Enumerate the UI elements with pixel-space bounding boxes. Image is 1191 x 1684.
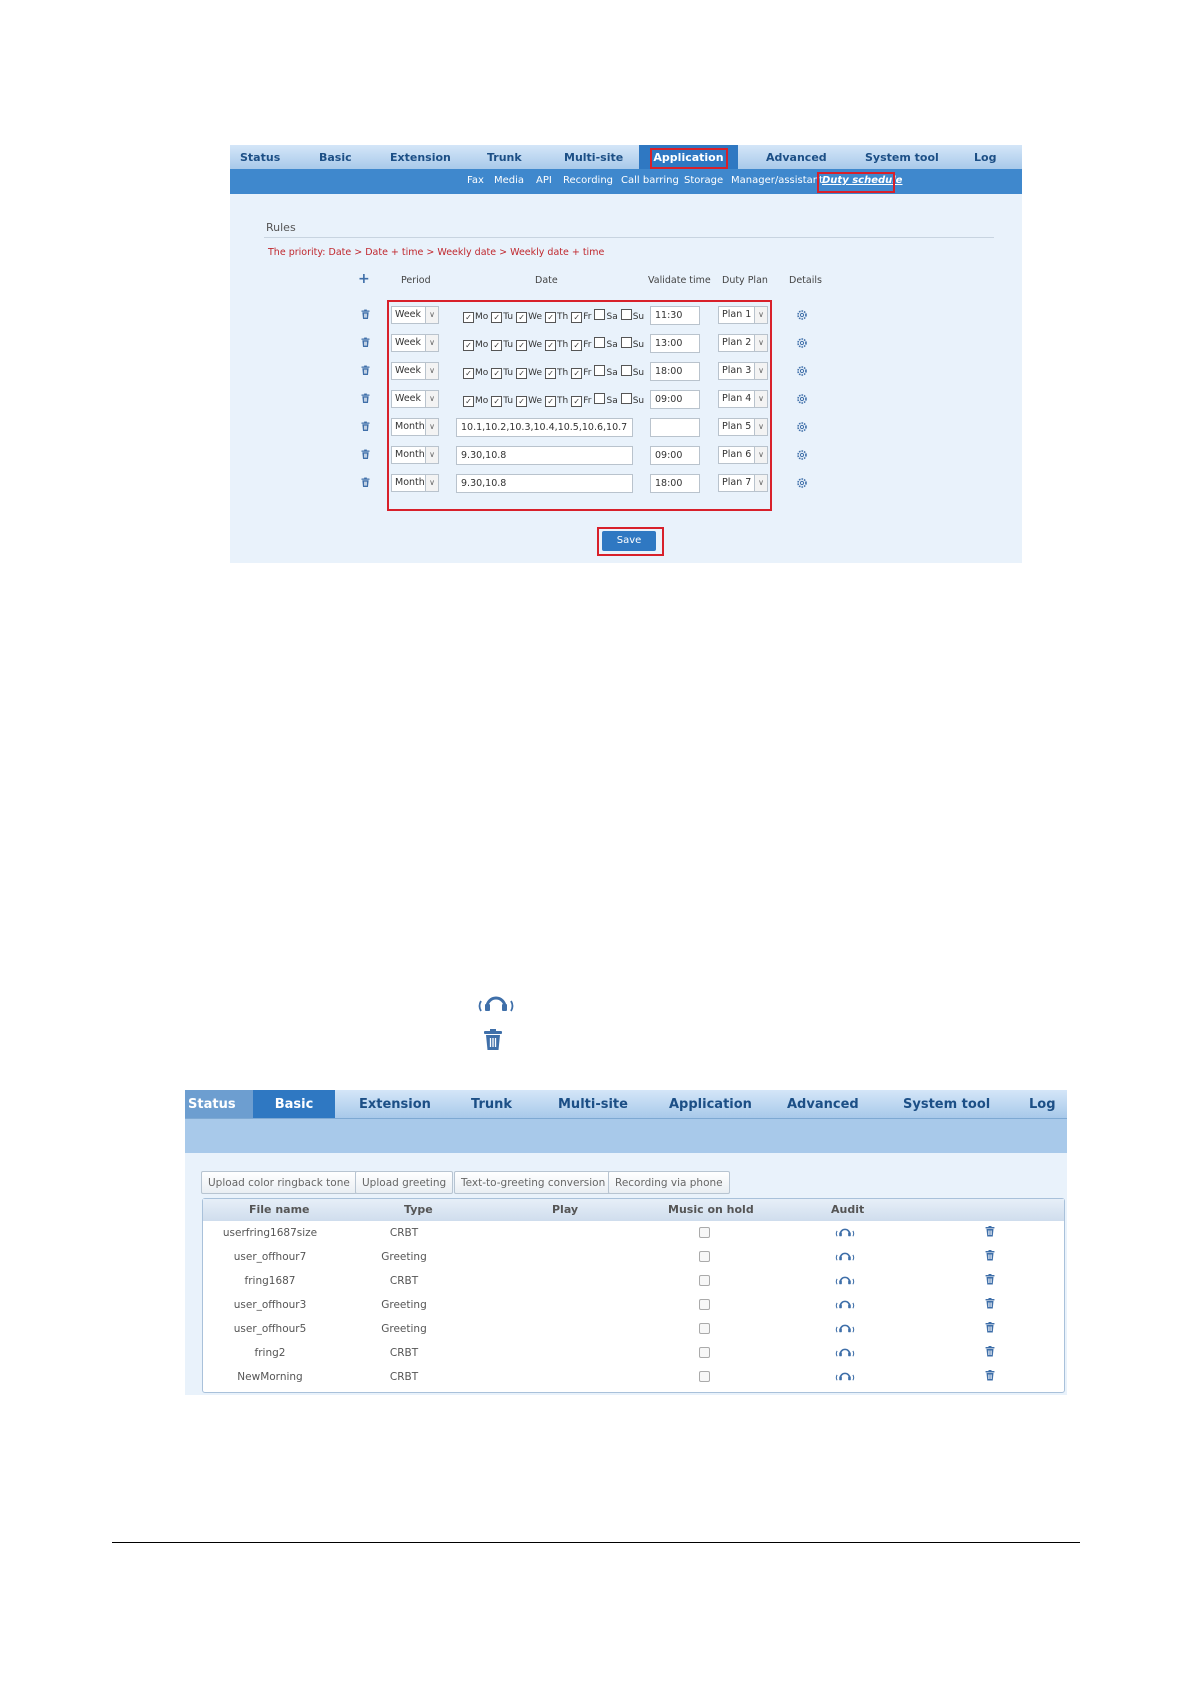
day-checkbox[interactable]: ✓ [545,368,556,379]
chevron-down-icon: ∨ [754,363,767,379]
headphones-audit-icon[interactable] [835,1250,855,1262]
gear-icon[interactable] [796,337,808,349]
day-label: Fr [583,340,592,350]
plan-value: Plan 1 [722,309,752,320]
headphones-audit-icon[interactable] [835,1226,855,1238]
delete-rule-icon[interactable] [361,365,370,376]
trash-icon [483,1029,503,1051]
col-details: Details [789,275,822,286]
day-label: Sa [606,340,618,350]
delete-file-icon[interactable] [985,1225,995,1238]
plan-value: Plan 2 [722,337,752,348]
day-checkbox[interactable]: ✓ [491,368,502,379]
day-label: Th [557,312,569,322]
recording-via-phone-button[interactable]: Recording via phone [608,1171,730,1194]
day-label: We [528,312,543,322]
plan-value: Plan 3 [722,365,752,376]
day-checkbox[interactable]: ✓ [545,396,556,407]
headphones-audit-icon [477,993,515,1013]
tab-multi-site[interactable]: Multi-site [558,1097,628,1112]
duty-schedule-screenshot [230,145,1022,563]
date-input[interactable]: 10.1,10.2,10.3,10.4,10.5,10.6,10.7 [456,418,633,437]
day-checkbox[interactable]: ✓ [571,340,582,351]
day-checkbox[interactable]: ✓ [571,396,582,407]
save-highlight-box [597,527,664,556]
chevron-down-icon: ∨ [425,475,438,491]
delete-file-icon[interactable] [985,1297,995,1310]
tab-extension[interactable]: Extension [359,1097,431,1112]
plan-value: Plan 4 [722,393,752,404]
music-on-hold-checkbox[interactable] [699,1371,710,1382]
day-label: Tu [503,368,514,378]
rules-title: Rules [266,221,296,234]
day-label: Tu [503,312,514,322]
music-on-hold-checkbox[interactable] [699,1323,710,1334]
day-label: Mo [475,340,489,350]
col-file-name: File name [249,1203,310,1216]
table-header [203,1199,1064,1221]
save-button[interactable]: Save [602,531,656,551]
day-checkbox[interactable]: ✓ [491,396,502,407]
day-label: Sa [606,396,618,406]
subtab-media[interactable]: Media [494,175,525,186]
day-checkbox[interactable]: ✓ [516,312,527,323]
day-checkbox[interactable]: ✓ [516,340,527,351]
table-row: user_offhour3 Greeting [203,1293,1064,1317]
period-value: Month [395,421,425,432]
tab-system-tool[interactable]: System tool [903,1097,991,1112]
day-label: Mo [475,312,489,322]
tab-trunk[interactable]: Trunk [471,1097,513,1112]
chevron-down-icon: ∨ [754,391,767,407]
day-label: Su [632,368,645,378]
music-on-hold-checkbox[interactable] [699,1227,710,1238]
col-duty-plan: Duty Plan [722,275,768,286]
day-checkbox[interactable]: ✓ [516,396,527,407]
tab-advanced[interactable]: Advanced [787,1097,859,1112]
upload-ringback-button[interactable]: Upload color ringback tone [201,1171,357,1194]
chevron-down-icon: ∨ [425,307,438,323]
rules-divider [264,237,994,238]
chevron-down-icon: ∨ [754,475,767,491]
day-checkbox[interactable]: ✓ [463,312,474,323]
headphones-audit-icon[interactable] [835,1298,855,1310]
day-label: Fr [583,312,592,322]
day-label: Sa [606,368,618,378]
chevron-down-icon: ∨ [754,419,767,435]
validate-time-input[interactable]: 09:00 [650,446,700,465]
tab-trunk[interactable]: Trunk [487,151,522,164]
date-input[interactable]: 9.30,10.8 [456,474,633,493]
day-checkbox[interactable]: ✓ [463,368,474,379]
gear-icon[interactable] [796,449,808,461]
day-label: Fr [583,368,592,378]
music-on-hold-checkbox[interactable] [699,1275,710,1286]
sub-nav-bar [230,169,1022,194]
tab-extension[interactable]: Extension [390,151,451,164]
chevron-down-icon: ∨ [754,307,767,323]
day-checkbox[interactable]: ✓ [571,312,582,323]
gear-icon[interactable] [796,309,808,321]
day-label: Th [557,396,569,406]
tab-log[interactable]: Log [1029,1097,1056,1112]
day-label: Su [632,396,645,406]
day-checkbox[interactable]: ✓ [516,368,527,379]
text-to-greeting-button[interactable]: Text-to-greeting conversion [454,1171,612,1194]
delete-file-icon[interactable] [985,1273,995,1286]
period-value: Month [395,477,425,488]
day-label: Fr [583,396,592,406]
period-value: Week [395,337,422,348]
subtab-call-barring[interactable]: Call barring [621,175,679,186]
music-on-hold-checkbox[interactable] [699,1251,710,1262]
day-label: Tu [503,396,514,406]
priority-note: The priority: Date > Date + time > Weekly date > Weekly date + time [268,247,605,258]
day-checkbox[interactable]: ✓ [571,368,582,379]
chevron-down-icon: ∨ [425,447,438,463]
gear-icon[interactable] [796,421,808,433]
validate-time-input[interactable]: 18:00 [650,362,700,381]
chevron-down-icon: ∨ [425,363,438,379]
subtab-fax[interactable]: Fax [467,175,484,186]
duty-schedule-highlight-box [817,172,895,193]
gear-icon[interactable] [796,477,808,489]
tab-advanced[interactable]: Advanced [766,151,827,164]
sub-nav-band [185,1119,1067,1153]
tab-status[interactable]: Status [240,151,281,164]
tab-basic[interactable]: Basic [253,1090,335,1118]
day-label: Sa [606,312,618,322]
add-rule-icon[interactable]: + [358,271,370,287]
date-input[interactable]: 9.30,10.8 [456,446,633,465]
delete-file-icon[interactable] [985,1369,995,1382]
col-audit: Audit [831,1203,865,1216]
chevron-down-icon: ∨ [754,335,767,351]
col-play: Play [552,1203,579,1216]
tab-application[interactable]: Application [669,1097,752,1112]
validate-time-input[interactable]: 18:00 [650,474,700,493]
delete-rule-icon[interactable] [361,309,370,320]
day-label: We [528,368,543,378]
validate-time-input[interactable]: 09:00 [650,390,700,409]
day-label: Mo [475,368,489,378]
day-checkbox[interactable]: ✓ [463,340,474,351]
col-date: Date [535,275,558,286]
col-music-on-hold: Music on hold [668,1203,754,1216]
table-row: fring2 CRBT [203,1341,1064,1365]
day-checkbox[interactable]: ✓ [545,312,556,323]
delete-rule-icon[interactable] [361,449,370,460]
day-label: Su [632,340,645,350]
col-type: Type [404,1203,433,1216]
upload-greeting-button[interactable]: Upload greeting [355,1171,453,1194]
subtab-api[interactable]: API [536,175,552,186]
table-row: user_offhour7 Greeting [203,1245,1064,1269]
headphones-audit-icon[interactable] [835,1370,855,1382]
day-label: We [528,396,543,406]
subtab-storage[interactable]: Storage [684,175,724,186]
period-value: Week [395,365,422,376]
col-period: Period [401,275,431,286]
chevron-down-icon: ∨ [425,391,438,407]
delete-rule-icon[interactable] [361,393,370,404]
day-label: Th [557,368,569,378]
headphones-audit-icon[interactable] [835,1322,855,1334]
gear-icon[interactable] [796,365,808,377]
period-value: Week [395,309,422,320]
voice-file-table [202,1198,1065,1393]
footer-rule [112,1542,1080,1543]
music-on-hold-checkbox[interactable] [699,1347,710,1358]
voice-files-screenshot [185,1090,1067,1395]
validate-time-input[interactable]: 11:30 [650,306,700,325]
col-validate-time: Validate time [648,275,711,286]
tab-multi-site[interactable]: Multi-site [564,151,624,164]
application-highlight-box [650,148,728,169]
rules-highlight-box [387,300,772,511]
headphones-audit-icon[interactable] [835,1274,855,1286]
tab-system-tool[interactable]: System tool [865,151,939,164]
plan-value: Plan 5 [722,421,752,432]
plan-value: Plan 6 [722,449,752,460]
day-checkbox[interactable]: ✓ [463,396,474,407]
day-label: We [528,340,543,350]
music-on-hold-checkbox[interactable] [699,1299,710,1310]
table-row: userfring1687size CRBT [203,1221,1064,1245]
gear-icon[interactable] [796,393,808,405]
validate-time-input[interactable]: 13:00 [650,334,700,353]
tab-basic[interactable]: Basic [319,151,352,164]
delete-file-icon[interactable] [985,1345,995,1358]
day-checkbox[interactable]: ✓ [545,340,556,351]
chevron-down-icon: ∨ [425,335,438,351]
delete-file-icon[interactable] [985,1321,995,1334]
tab-status[interactable]: Status [185,1090,254,1118]
period-value: Week [395,393,422,404]
chevron-down-icon: ∨ [754,447,767,463]
plan-value: Plan 7 [722,477,752,488]
day-label: Th [557,340,569,350]
main-nav-bar [230,145,1022,169]
delete-rule-icon[interactable] [361,421,370,432]
day-checkbox[interactable]: ✓ [491,312,502,323]
table-row: user_offhour5 Greeting [203,1317,1064,1341]
main-nav-bar [185,1090,1067,1119]
subtab-duty-schedule[interactable]: Duty schedule [822,175,903,186]
subtab-recording[interactable]: Recording [563,175,614,186]
chevron-down-icon: ∨ [425,419,438,435]
subtab-manager-assistant[interactable]: Manager/assistant [731,175,824,186]
day-checkbox[interactable]: ✓ [491,340,502,351]
day-label: Mo [475,396,489,406]
day-label: Su [632,312,645,322]
delete-rule-icon[interactable] [361,477,370,488]
tab-application[interactable]: Application [639,145,738,169]
period-value: Month [395,449,425,460]
table-row: fring1687 CRBT [203,1269,1064,1293]
day-label: Tu [503,340,514,350]
headphones-audit-icon[interactable] [835,1346,855,1358]
delete-rule-icon[interactable] [361,337,370,348]
delete-file-icon[interactable] [985,1249,995,1262]
tab-log[interactable]: Log [974,151,997,164]
table-row: NewMorning CRBT [203,1365,1064,1389]
